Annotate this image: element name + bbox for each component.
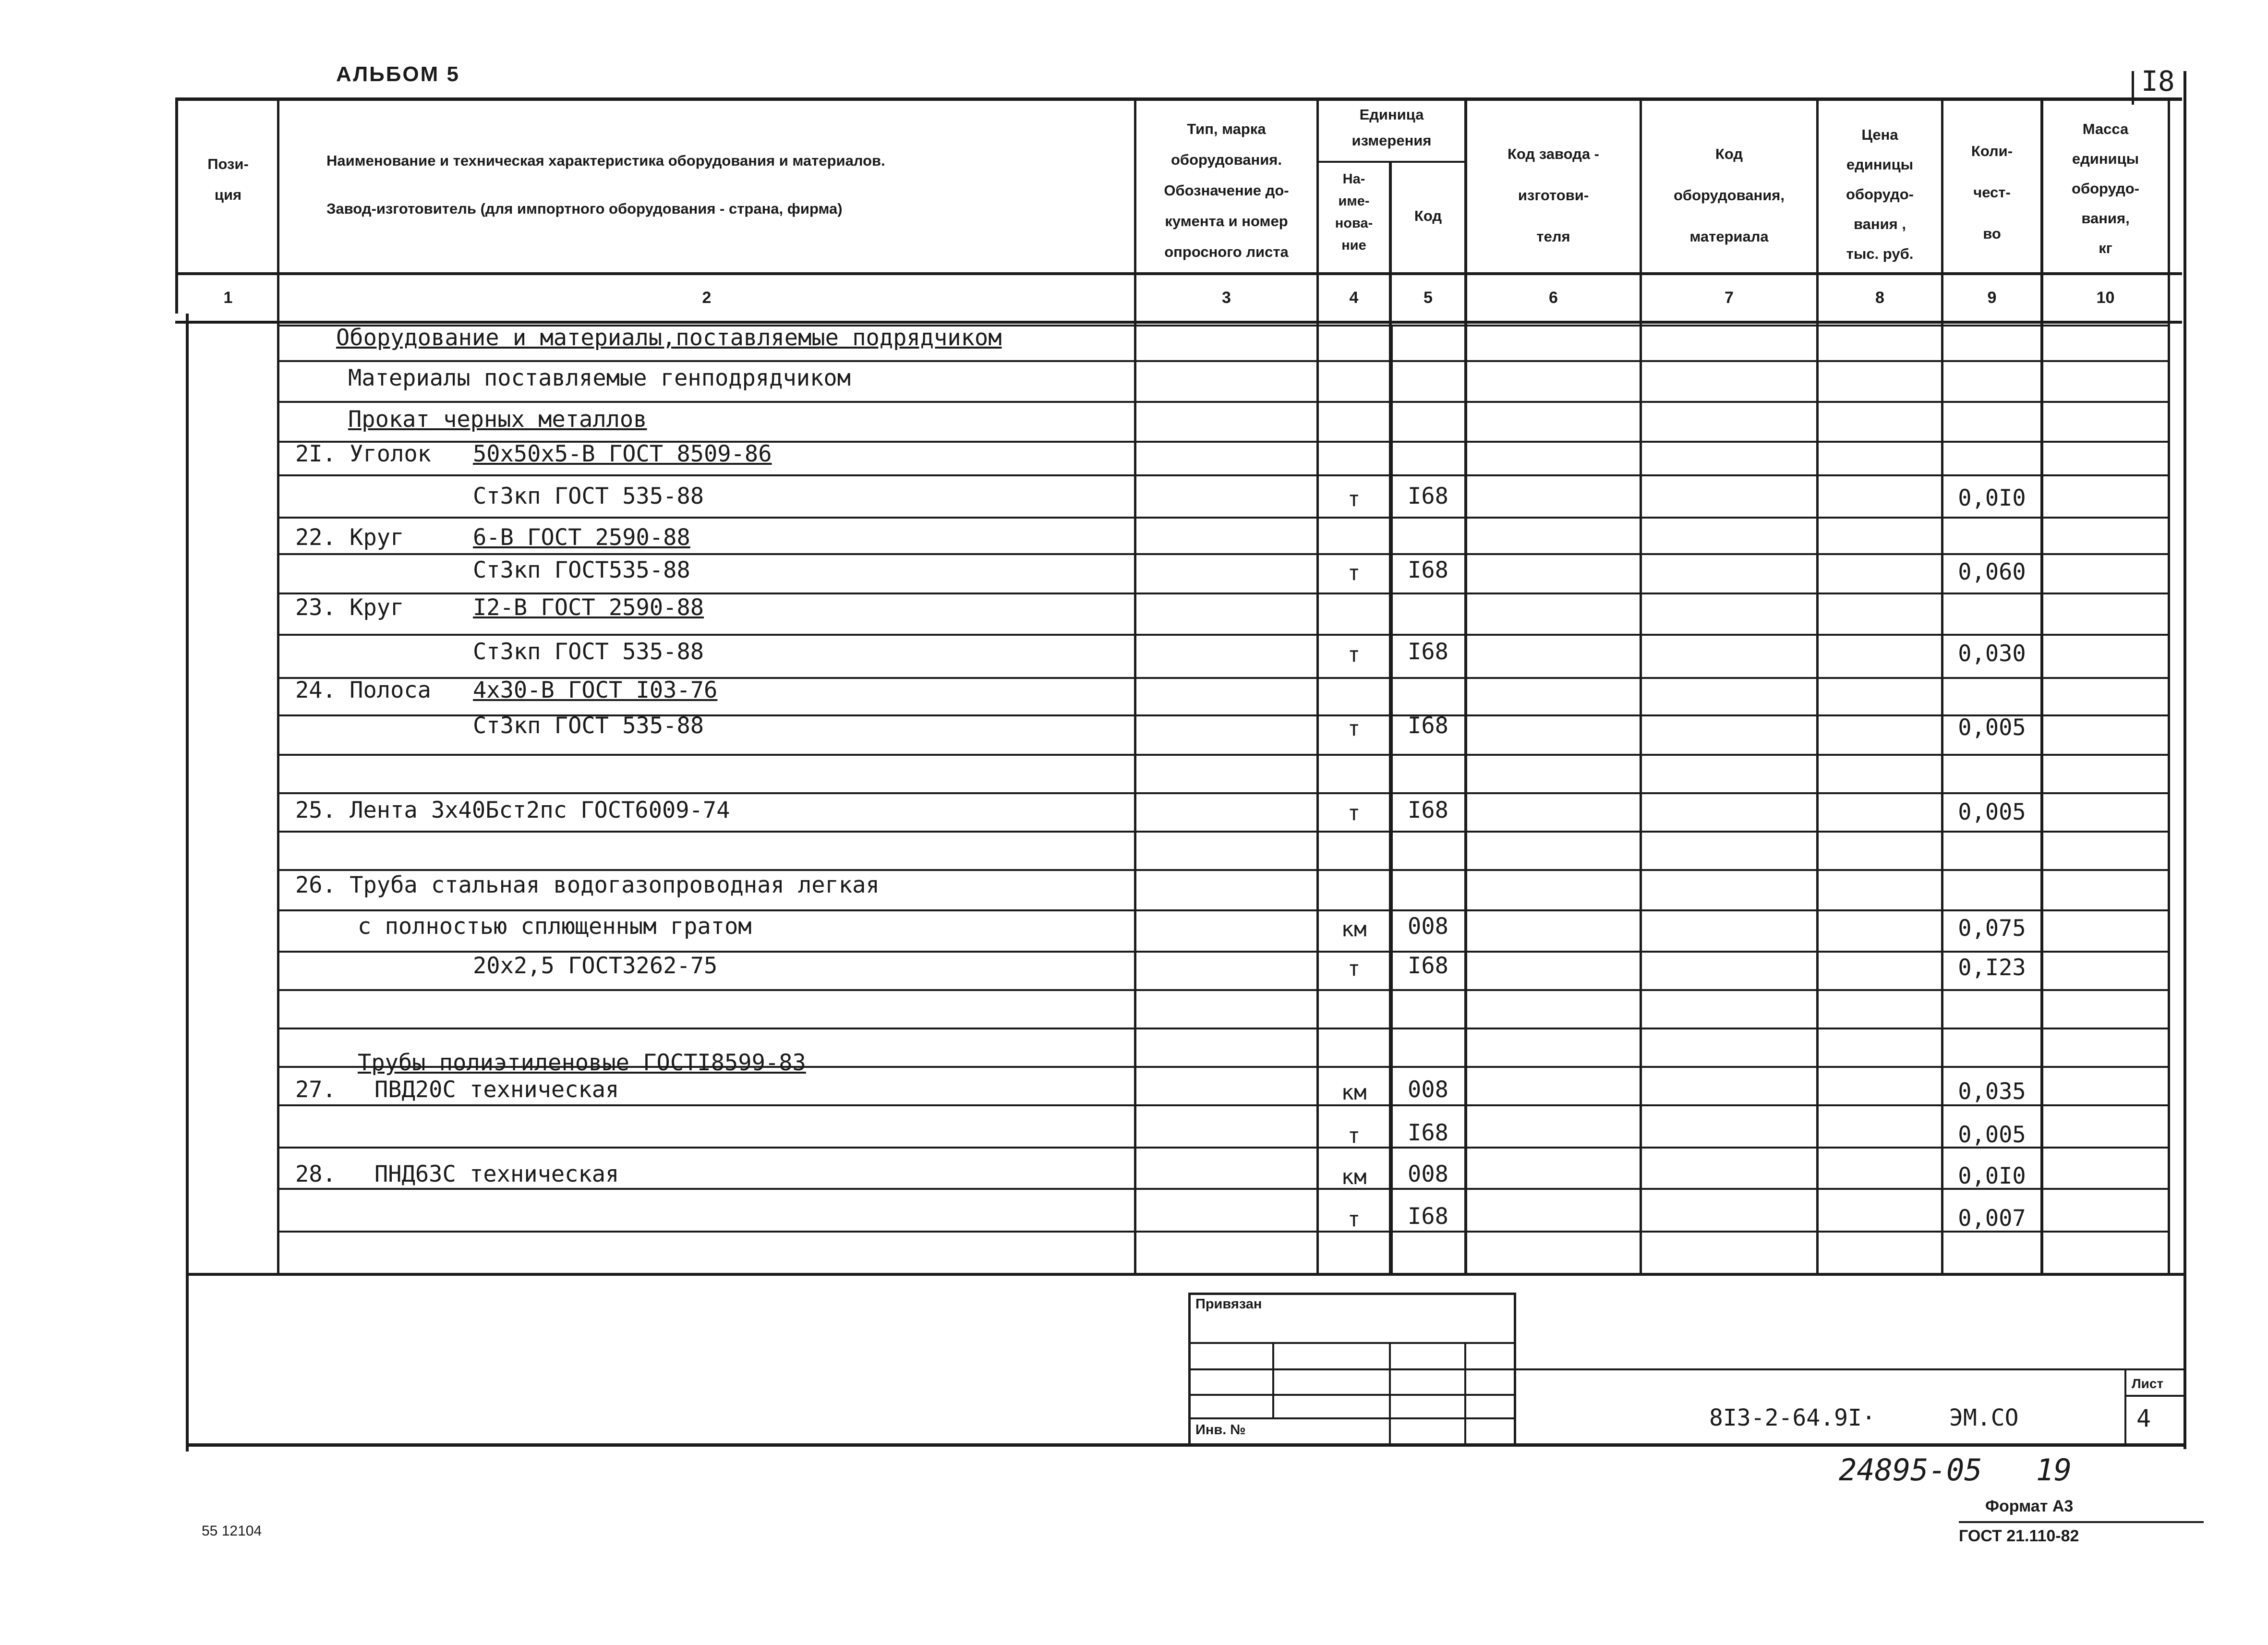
frame-bottom-border xyxy=(186,1443,2185,1447)
header-unit-group: Единица измерения xyxy=(1351,106,1432,149)
header-col5: Код xyxy=(1414,207,1442,224)
row-line xyxy=(279,634,2168,636)
row-unit: т xyxy=(1347,561,1361,585)
colnum-5: 5 xyxy=(1424,289,1433,307)
row-unit: т xyxy=(1347,1207,1361,1232)
row-code: I68 xyxy=(1408,1120,1448,1146)
row-spec: 6-В ГОСТ 2590-88 xyxy=(473,524,690,551)
col-divider-5-6 xyxy=(1464,97,1467,1274)
sheet-number: 4 xyxy=(2136,1404,2151,1432)
row-line xyxy=(279,1188,2168,1190)
row-line xyxy=(279,1231,2168,1233)
stamp-left xyxy=(1188,1293,1191,1446)
row-unit: т xyxy=(1347,1124,1361,1148)
col-divider-2-3 xyxy=(1134,97,1136,1274)
format-label: Формат А3 xyxy=(1985,1497,2074,1515)
row-unit: т xyxy=(1347,642,1361,667)
doc-suffix: ЭМ.СО xyxy=(1949,1404,2019,1431)
table-bottom-border xyxy=(186,1273,2185,1276)
stamp-line-1 xyxy=(1188,1342,1516,1344)
stamp-privyazan: Привязан xyxy=(1195,1296,1262,1312)
row-description: ПНД63С техническая xyxy=(374,1161,619,1187)
row-line xyxy=(279,474,2168,476)
row-quantity: 0,0I0 xyxy=(1958,1163,2026,1189)
stamp-line-2 xyxy=(1188,1368,1516,1370)
row-quantity: 0,007 xyxy=(1958,1205,2026,1232)
print-code: 55 12104 xyxy=(202,1523,262,1539)
header-bottom-border xyxy=(175,272,2182,275)
col-divider-9-10 xyxy=(2040,97,2043,1274)
header-col10: Масса единицы оборудо- вания, кг xyxy=(2072,121,2139,256)
row-unit: т xyxy=(1347,801,1361,825)
row-line xyxy=(279,401,2168,403)
row-line xyxy=(279,1147,2168,1149)
col-divider-10-end xyxy=(2168,97,2170,1274)
stamp-div-2 xyxy=(1389,1342,1391,1445)
colnum-4: 4 xyxy=(1349,289,1359,307)
row-line xyxy=(279,831,2168,833)
sheet-label: Лист xyxy=(2132,1376,2164,1391)
stamp-div-3 xyxy=(1464,1342,1466,1445)
colnum-1: 1 xyxy=(223,289,233,307)
row-spec: Ст3кп ГОСТ535-88 xyxy=(473,557,690,583)
body-left-border xyxy=(186,314,189,1451)
row-code: 008 xyxy=(1408,913,1448,940)
row-description: Материалы поставляемые генподрядчиком xyxy=(348,365,851,391)
row-position: 26. Труба стальная водогазопроводная легкая xyxy=(295,872,880,898)
row-position: 22. Круг xyxy=(295,524,404,551)
row-position: 25. Лента 3х40Бст2пс ГОСТ6009-74 xyxy=(295,797,730,823)
col-divider-7-8 xyxy=(1816,97,1819,1274)
stamp-inv-no: Инв. № xyxy=(1195,1422,1246,1438)
row-line xyxy=(279,553,2168,555)
row-spec: 50х50х5-В ГОСТ 8509-86 xyxy=(473,441,772,467)
row-unit: т xyxy=(1347,716,1361,741)
header-col8: Цена единицы оборудо- вания , тыс. руб. xyxy=(1846,126,1914,262)
doc-code: 8I3-2-64.9I· xyxy=(1709,1404,1876,1431)
colnum-6: 6 xyxy=(1549,289,1558,307)
row-quantity: 0,I23 xyxy=(1958,955,2026,981)
row-position: 2I. Уголок xyxy=(295,441,431,467)
row-spec: 20х2,5 ГОСТ3262-75 xyxy=(473,953,718,979)
sheet-box-left xyxy=(2124,1369,2126,1445)
colnum-9: 9 xyxy=(1987,289,1997,307)
row-position: 27. xyxy=(295,1077,336,1103)
row-spec: I2-В ГОСТ 2590-88 xyxy=(473,594,704,621)
album-label: АЛЬБОМ 5 xyxy=(336,62,460,86)
row-code: I68 xyxy=(1408,953,1448,979)
row-position: 23. Круг xyxy=(295,594,404,621)
colnum-bottom-border xyxy=(175,321,2182,324)
row-line xyxy=(279,989,2168,991)
colnum-10: 10 xyxy=(2096,289,2115,307)
col-divider-1-2 xyxy=(277,97,279,1274)
colnum-8: 8 xyxy=(1875,289,1884,307)
row-spec: Ст3кп ГОСТ 535-88 xyxy=(473,483,704,509)
row-line xyxy=(279,869,2168,871)
row-unit: т xyxy=(1347,487,1361,511)
header-col1: Пози- ция xyxy=(207,156,249,203)
page-number: I8 xyxy=(2141,65,2175,97)
row-quantity: 0,035 xyxy=(1958,1078,2026,1105)
row-line xyxy=(279,1028,2168,1029)
row-unit: км xyxy=(1341,1080,1367,1105)
row-position: 28. xyxy=(295,1161,336,1187)
row-code: I68 xyxy=(1408,713,1448,739)
row-code: I68 xyxy=(1408,1203,1448,1230)
header-col9: Коли- чест- во xyxy=(1971,143,2013,242)
row-unit: км xyxy=(1341,1165,1367,1189)
stamp-line-4 xyxy=(1188,1417,1516,1419)
format-line xyxy=(1959,1521,2204,1523)
stamp-line-3 xyxy=(1188,1394,1516,1396)
row-quantity: 0,060 xyxy=(1958,559,2026,585)
row-description: с полностью сплющенным гратом xyxy=(358,913,752,940)
col-divider-6-7 xyxy=(1640,97,1642,1274)
row-quantity: 0,005 xyxy=(1958,714,2026,741)
row-code: 008 xyxy=(1408,1077,1448,1103)
row-line xyxy=(279,360,2168,362)
sheet-box-divider xyxy=(2124,1395,2184,1397)
row-code: 008 xyxy=(1408,1161,1448,1187)
title-block-top xyxy=(1516,1368,2184,1370)
row-line xyxy=(279,1104,2168,1106)
row-description: Оборудование и материалы,поставляемые подрядчиком xyxy=(336,325,1002,351)
row-quantity: 0,0I0 xyxy=(1958,485,2026,511)
colnum-3: 3 xyxy=(1222,289,1231,307)
colnum-7: 7 xyxy=(1725,289,1734,307)
row-position: 24. Полоса xyxy=(295,677,431,703)
row-code: I68 xyxy=(1408,639,1448,665)
row-line xyxy=(279,909,2168,911)
colnum-2: 2 xyxy=(702,289,712,307)
row-quantity: 0,030 xyxy=(1958,641,2026,667)
row-spec: 4х30-В ГОСТ I03-76 xyxy=(473,677,718,703)
row-quantity: 0,075 xyxy=(1958,915,2026,942)
header-col3: Тип, марка оборудования. Обозначение до- кумента и номер опросного листа xyxy=(1164,121,1289,260)
table-right-border xyxy=(2184,71,2186,1449)
row-code: I68 xyxy=(1408,483,1448,509)
row-description: Прокат черных металлов xyxy=(348,406,647,433)
row-line xyxy=(279,792,2168,794)
row-code: I68 xyxy=(1408,557,1448,583)
row-quantity: 0,005 xyxy=(1958,799,2026,825)
row-spec: Ст3кп ГОСТ 535-88 xyxy=(473,639,704,665)
row-unit: км xyxy=(1341,917,1367,942)
row-line xyxy=(279,754,2168,756)
row-line xyxy=(279,517,2168,519)
header-col6: Код завода - изготови- теля xyxy=(1507,145,1599,245)
row-description: ПВД20С техническая xyxy=(374,1077,619,1103)
gost-label: ГОСТ 21.110-82 xyxy=(1959,1527,2079,1545)
stamp-top xyxy=(1188,1293,1516,1295)
stamp-div-1 xyxy=(1272,1342,1274,1419)
row-unit: т xyxy=(1347,956,1361,981)
header-col7: Код оборудования, материала xyxy=(1673,145,1785,245)
table-top-border xyxy=(175,97,2182,101)
row-quantity: 0,005 xyxy=(1958,1122,2026,1148)
header-col4: На- име- нова- ние xyxy=(1335,171,1373,253)
row-spec: Ст3кп ГОСТ 535-88 xyxy=(473,713,704,739)
handwritten-number: 24895-05 19 xyxy=(1839,1452,2072,1488)
row-description: Трубы полиэтиленовые ГОСТI8599-83 xyxy=(358,1050,806,1076)
row-code: I68 xyxy=(1408,797,1448,823)
header-col2: Наименование и техническая характеристика оборудования и материалов. Завод-изготовитель (для импортного оборудования - страна, фирма) xyxy=(326,152,885,217)
